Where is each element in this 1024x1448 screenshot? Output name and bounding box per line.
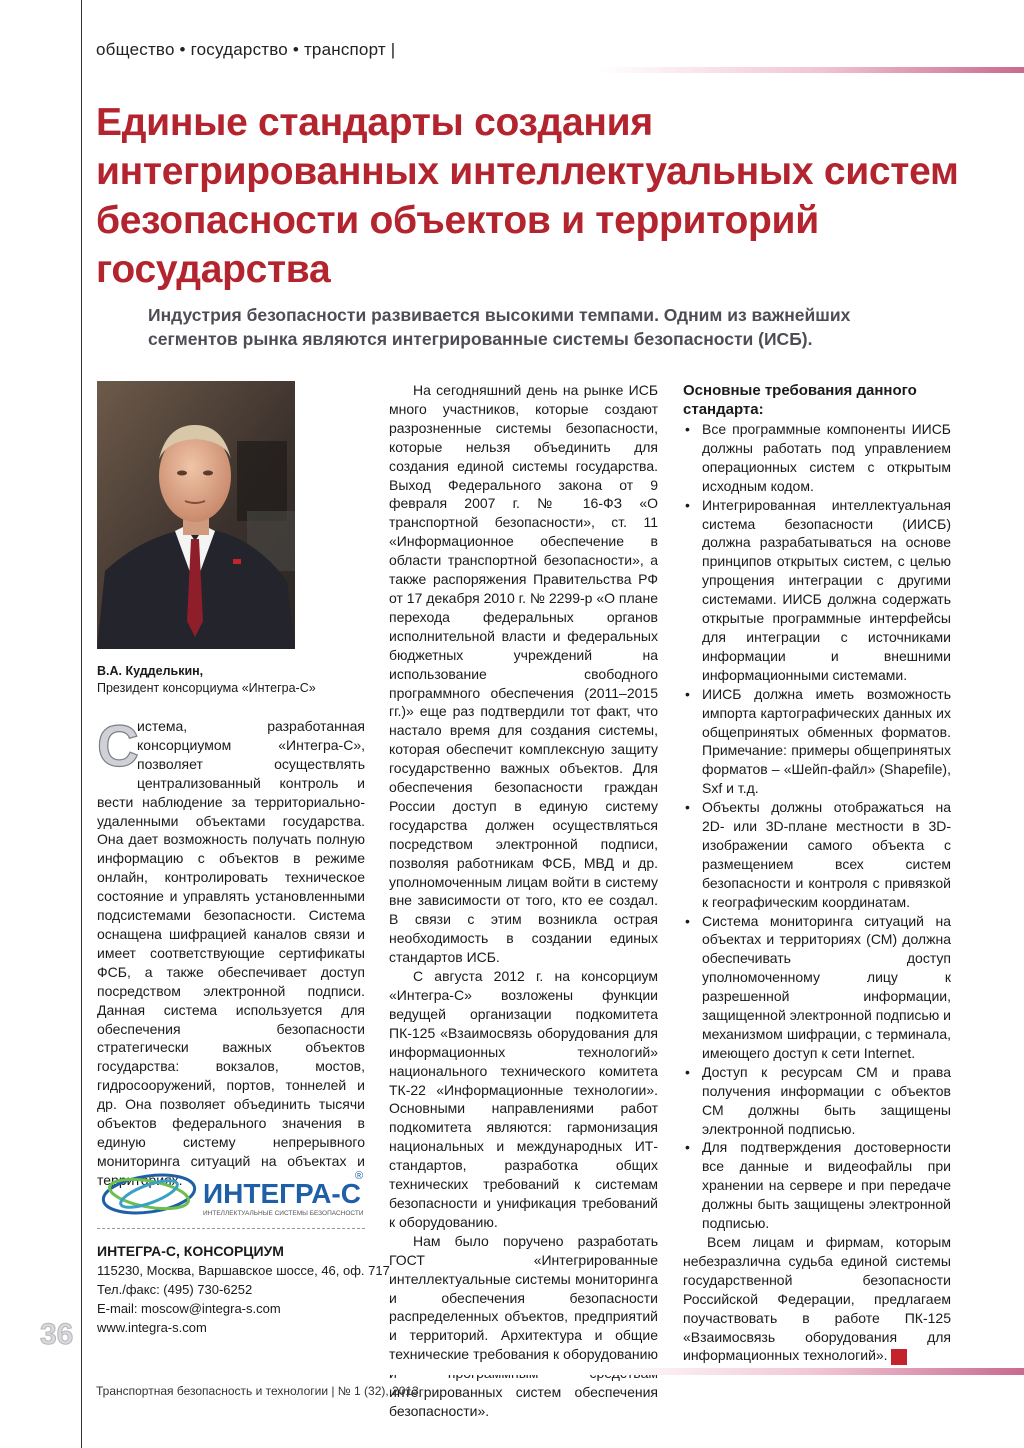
col2-paragraph: Нам было поручено разработать ГОСТ «Интегрированные интеллектуальные системы мониторинга и обеспечения безопасности распределенных объектов, предприятий и территорий. Архитектура и общие технические требования к оборудованию интегрированных систем обеспечения безопасности». <box>389 1232 658 1419</box>
column-2 <box>389 381 658 1421</box>
requirement-item: • Все программные компоненты ИИСБ должны работать под управлением операционных систем с открытым исходным кодом. <box>683 420 951 496</box>
page-number: 36 <box>40 1318 74 1351</box>
drop-cap: С <box>97 714 139 779</box>
logo-divider <box>97 1228 365 1229</box>
caption-position: Президент консорциума «Интегра-С» <box>97 681 316 695</box>
col1-text: истема, разработанная консорциумом «Интегра-С», позволяет осуществлять централизованный контроль и вести наблюдение за территориально-удаленными объектами государства. Она дает возможность получать полную информацию с объектов в режиме онлайн, контролировать техническое состояние и управлять установленными подсистемами безопасности. Система оснащена шифрацией каналов связи и имеет соответствующие сертификаты ФСБ, а также обеспечивает доступ посредством электронной подписи. Данная система используется для обеспечения безопасности стратегически важных объектов государства: вокзалов, мостов, гидросооружений, портов, тоннелей и др. Она позволяет объединить тысячи объектов федерального значения в единую систему непрерывного мониторинга ситуаций на объектах и территориях. <box>97 718 365 1188</box>
requirements-list <box>683 420 951 1233</box>
requirement-item: • Система мониторинга ситуаций на объектах и территориях (СМ) должна обеспечивать доступ уполномоченному лицу к разрешенной информации, защищенной электронной подписью и механизмом шифрации, с терминала, имеющего доступ к сети Internet. <box>683 912 951 1063</box>
photo-caption <box>97 663 357 697</box>
rings-icon <box>101 1170 197 1218</box>
logo-registered: ® <box>355 1170 364 1182</box>
margin-line <box>81 0 82 1448</box>
column-1 <box>97 714 365 1190</box>
article-lead: Индустрия безопасности развивается высокими темпами. Одним из важнейших сегментов рынка являются интегрированные системы безопасности (ИСБ). <box>148 305 851 349</box>
integra-logo <box>97 1163 367 1223</box>
requirement-item: • ИИСБ должна иметь возможность импорта картографических данных их общепринятых обменных форматов. Примечание: примеры общепринятых форматов – «Шейп-файл» (Shapefile), Sxf и т.д. <box>683 685 951 798</box>
requirement-item: • Объекты должны отображаться на 2D- или 3D-плане местности в 3D-изображении самого объекта с размещением всех систем безопасности и контроля с привязкой к географическим координатам. <box>683 798 951 911</box>
col2-paragraph: С августа 2012 г. на консорциум «Интегра-С» возложены функции ведущей организации подкомитета ПК-125 «Взаимосвязь оборудования для информационных технологий» национального технического комитета ТК-22 «Информационные технологии». Основными направлениями работ подкомитета являются: гармонизация национальных и международных ИТ-стандартов, разработка общих технических требований к системам безопасности и унификация требований к оборудованию. <box>389 968 658 1230</box>
company-address: 115230, Москва, Варшавское шоссе, 46, оф. 717 <box>97 1263 390 1278</box>
requirement-item: • Доступ к ресурсам СМ и права получения информации с объектов СМ должны быть защищены электронной подписью. <box>683 1063 951 1139</box>
end-mark: ТБ <box>891 1349 907 1365</box>
company-info <box>97 1242 397 1337</box>
company-email[interactable]: E-mail: moscow@integra-s.com <box>97 1301 281 1316</box>
header-rule <box>82 67 1024 73</box>
requirement-item: • Для подтверждения достоверности все данные и видеофайлы при хранении на сервере и при передаче должны быть защищены электронной подписью. <box>683 1138 951 1233</box>
requirement-item: • Интегрированная интеллектуальная система безопасности (ИИСБ) должна разрабатываться на основе принципов открытых систем, с целью упрощения интеграции с другими системами. ИИСБ должна содержать открытые программные интерфейсы для интеграции с источниками информации и внешними информационными системами. <box>683 496 951 685</box>
col2-paragraph: На сегодняшний день на рынке ИСБ много участников, которые создают разрозненные системы безопасности, которые нельзя объединить для создания единой системы государства. Выход Федерального закона от 9 февраля 2007 г. № 16-ФЗ «О транспортной безопасности», ст. 11 «Информационное обеспечение в области транспортной безопасности», а также распоряжения Правительства РФ от 17 декабря 2010 г. № 2299-р «О плане перехода федеральных органов исполнительной власти и федеральных бюджетных учреждений на использование свободного программного обеспечения (2011–2015 гг.)» еще раз подтвердили тот факт, что настало время для создания системы, которая обеспечит комплексную защиту государственно важных объектов. Для обеспечения безопасности граждан России доступ в единую систему государства должен осуществляться посредством электронной подписи, позволяя работникам ФСБ, МВД и др. уполномоченным лицам войти в систему вне зависимости от того, кто ее создал. В связи с этим возникла острая необходимость в создании единых стандартов ИСБ. <box>389 382 658 966</box>
requirements-heading: Основные требования данного стандарта: <box>683 382 917 418</box>
company-phone: Тел./факс: (495) 730-6252 <box>97 1282 253 1297</box>
logo-tagline: ИНТЕЛЛЕКТУАЛЬНЫЕ СИСТЕМЫ БЕЗОПАСНОСТИ <box>203 1210 364 1217</box>
caption-name: В.А. Кудделькин, <box>97 664 204 678</box>
author-photo <box>97 381 295 649</box>
company-name: ИНТЕГРА-С, КОНСОРЦИУМ <box>97 1243 284 1259</box>
article-title: Единые стандарты создания интегрированных интеллектуальных систем безопасности объектов и территорий государства <box>96 101 959 291</box>
footer-text: Транспортная безопасность и технологии | № 1 (32), 2013 <box>96 1384 419 1398</box>
company-website[interactable]: www.integra-s.com <box>97 1320 207 1335</box>
closing-paragraph <box>683 1233 951 1365</box>
footer-rule <box>82 1368 1024 1375</box>
closing-text: Всем лицам и фирмам, которым небезразлична судьба единой системы государственной безопасности Российской Федерации, предлагаем поучаствовать в работе ПК-125 «Взаимосвязь оборудования для информационных технологий». <box>683 1233 951 1364</box>
column-3 <box>683 381 951 1365</box>
section-header: общество • государство • транспорт | <box>96 40 396 59</box>
logo-name: ИНТЕГРА-С <box>203 1178 361 1209</box>
